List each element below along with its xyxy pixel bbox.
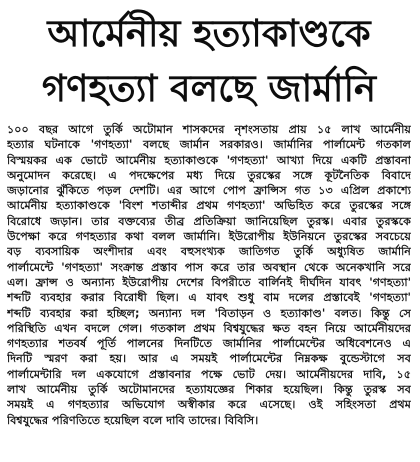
- article-line: দিনটি স্মরণ করা হয়। আর এ সময়ই পার্লামেন্টের নিম্নকক্ষ বুন্ডেস্টাগে সব: [7, 352, 411, 366]
- article-line: বিরোধে জড়ান। তার বক্তব্যের তীব্র প্রতিক্রিয়া জানিয়েছিল তুরস্ক। এবার তুরস্ককে: [7, 214, 411, 228]
- byline: বিবিসি।: [224, 413, 259, 427]
- article-line: পার্লামেন্টে 'গণহত্যা' সংক্রান্ত প্রস্তাব পাস করে তার অবস্থান থেকে অনেকখানি সরে: [7, 260, 411, 274]
- article-line: শব্দটি ব্যবহার করা হচ্ছিল; অন্যান্য দল 'বিতাড়ন ও হত্যাকাণ্ড' বলত। কিন্তু সে: [7, 306, 411, 320]
- article-line: লাখ আর্মেনীয় তুর্কি অটোমানদের হত্যাযজ্ঞের শিকার হয়েছিল। কিন্তু তুরস্ক সব: [7, 383, 411, 397]
- article-line: উপেক্ষা করে গণহত্যার কথা বলল জার্মানি। ইউরোপীয় ইউনিয়নে তুরস্কের সবচেয়ে: [7, 230, 411, 244]
- article-line: অনুমোদন করেছে। এ পদক্ষেপের মধ্য দিয়ে তুরস্কের সঙ্গে কূটনৈতিক বিবাদে: [7, 168, 411, 182]
- headline-line-2: গণহত্যা বলছে জার্মানি: [41, 67, 377, 110]
- article-line-final: [7, 413, 411, 428]
- article-line: আর্মেনীয় হত্যাকাণ্ডকে 'বিংশ শতাব্দীর প্রথম গণহত্যা' অভিহিত করে তুরস্কের সঙ্গে: [7, 199, 411, 213]
- article-line: শব্দটি ব্যবহার করার বিরোধী ছিল। এ যাবৎ শুধু বাম দলের প্রস্তাবেই 'গণহত্যা': [7, 291, 411, 305]
- article-line-text: বিশ্বযুদ্ধের পরিণতিতে হয়েছিল বলে দাবি তাদের।: [7, 413, 221, 427]
- article-line: বড় ব্যবসায়িক অংশীদার এবং বহুসংখ্যক জাতিগত তুর্কি অধ্যুষিত জার্মানি: [7, 245, 411, 259]
- article-line: গণহত্যার শতবর্ষ পূর্তি পালনের দিনটিতে জার্মানির পার্লামেন্টের অধিবেশনেও এ: [7, 337, 411, 351]
- article-line: ১০০ বছর আগে তুর্কি অটোমান শাসকদের নৃশংসতায় প্রায় ১৫ লাখ আর্মেনীয়: [7, 123, 411, 136]
- article-line: হত্যার ঘটনাকে 'গণহত্যা' বলছে জার্মান সরকারও। জার্মানির পার্লামেন্ট গতকাল: [7, 138, 411, 152]
- article-body: [7, 122, 411, 428]
- article-line: বিস্ময়কর এক ভোটে আর্মেনীয় হত্যাকাণ্ডকে 'গণহত্যা' আখ্যা দিয়ে একটি প্রস্তাবনা: [7, 153, 411, 167]
- article-line: সময়ই এ গণহত্যার অভিযোগ অস্বীকার করে এসেছে। ওই সহিংসতা প্রথম: [7, 398, 411, 412]
- article-line: পার্লামেন্টারি দল একযোগে প্রস্তাবনার পক্ষে ভোট দেয়। আর্মেনীয়দের দাবি, ১৫: [7, 367, 411, 381]
- article-line: পরিস্থিতি এখন বদলে গেল। গতকাল প্রথম বিশ্বযুদ্ধের ক্ষত বহন নিয়ে আর্মেনীয়দের: [7, 321, 411, 335]
- article-line: এল। ফ্রান্স ও অন্যান্য ইউরোপীয় দেশের বিপরীতে বার্লিনই দীর্ঘদিন যাবৎ 'গণহত্যা': [7, 275, 411, 289]
- article-line: জড়ানোর ঝুঁকিতে পড়ল দেশটি। এর আগে পোপ ফ্রান্সিস গত ১৩ এপ্রিল প্রকাশ্যে: [7, 184, 411, 198]
- headline-line-1: আর্মেনীয় হত্যাকাণ্ডকে: [47, 12, 371, 55]
- headline: [7, 6, 411, 116]
